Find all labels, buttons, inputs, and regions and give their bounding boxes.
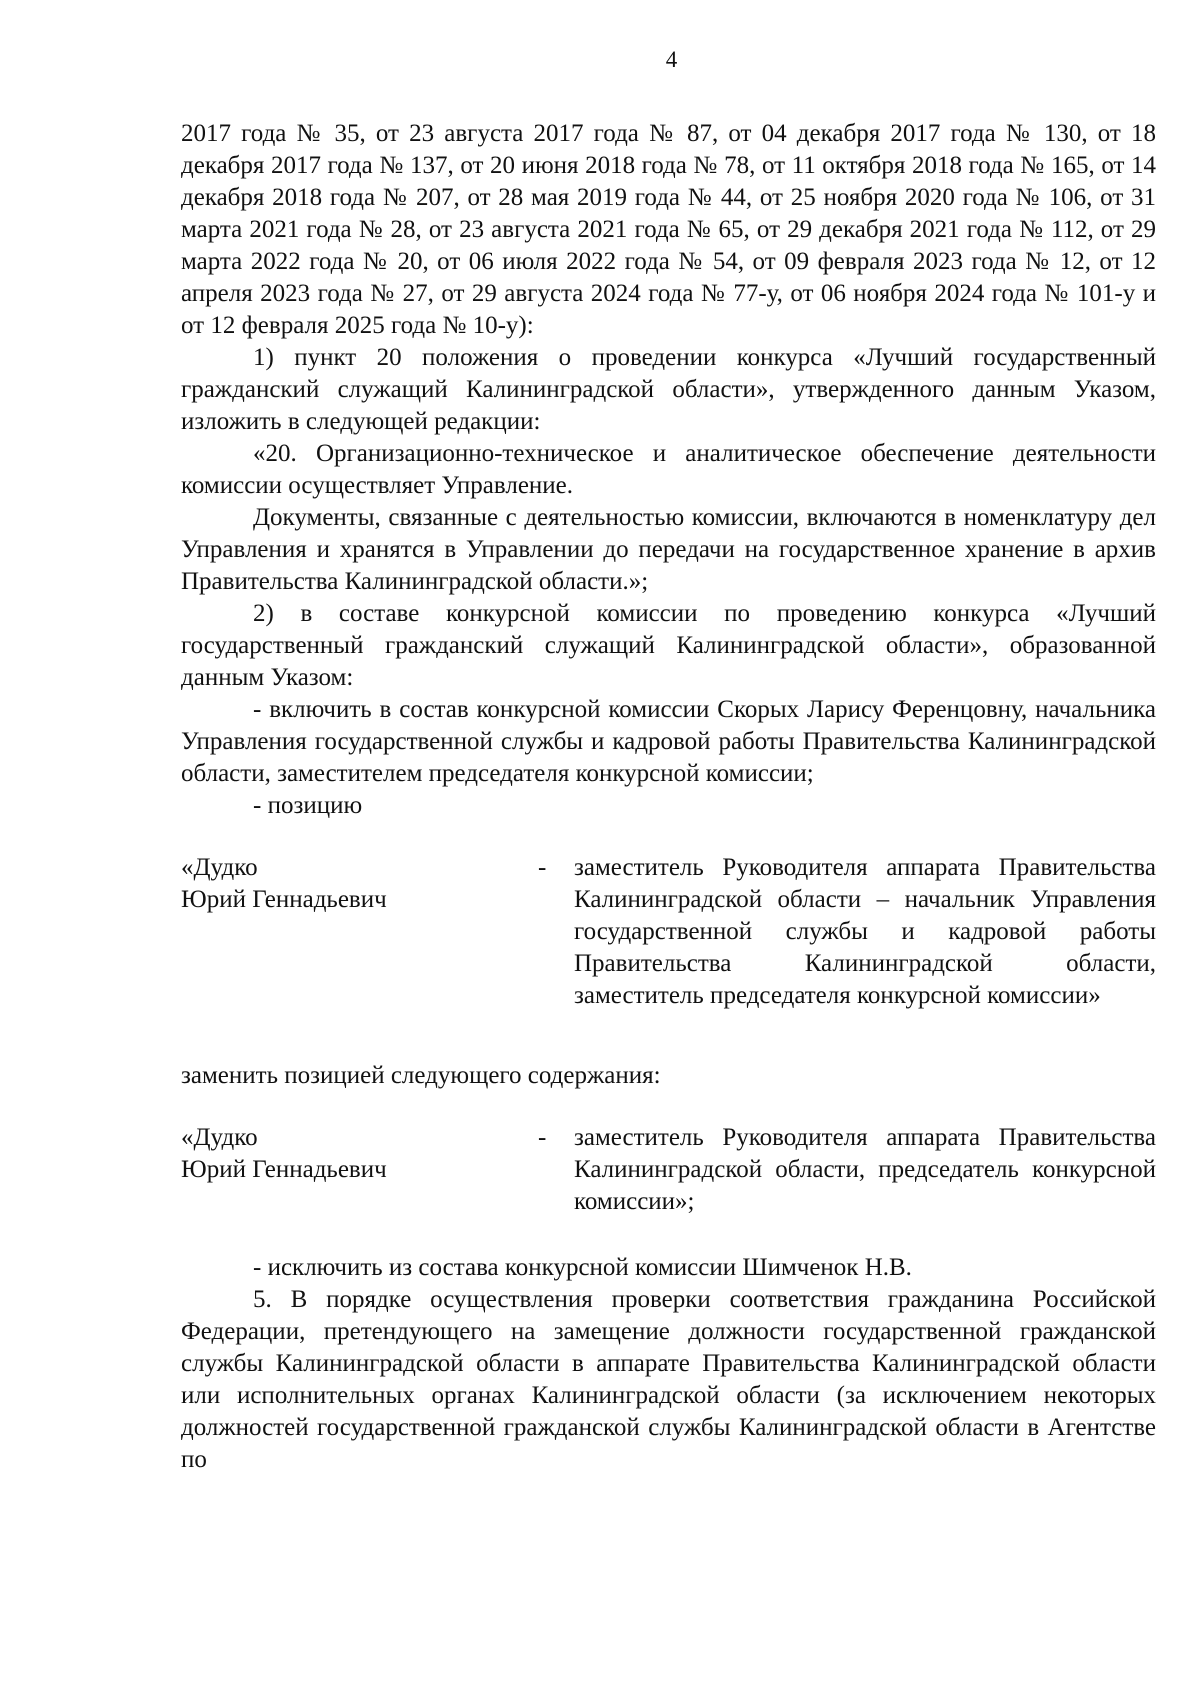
paragraph-replace-with: заменить позицией следующего содержания: xyxy=(181,1062,661,1089)
position-new-surname: «Дудко xyxy=(181,1124,258,1151)
paragraph-include-member: - включить в состав конкурсной комиссии Скорых Ларису Ференцовну, начальника Управления государственной службы и кадровой работы Правительства Калининградской области, заместителем председателя конкурсной комиссии; xyxy=(181,696,1156,787)
position-old-given-names: Юрий Геннадьевич xyxy=(181,886,387,913)
position-old xyxy=(181,852,1156,1012)
position-new-given-names: Юрий Геннадьевич xyxy=(181,1156,387,1183)
paragraph-documents: Документы, связанные с деятельностью комиссии, включаются в номенклатуру дел Управления и хранятся в Управлении до передачи на государственное хранение в архив Правительства Калининградской области.»; xyxy=(181,504,1156,595)
paragraph-item-1: 1) пункт 20 положения о проведении конкурса «Лучший государственный гражданский служащий Калининградской области», утвержденного данным Указом, изложить в следующей редакции: xyxy=(181,344,1156,435)
position-new-description: заместитель Руководителя аппарата Правительства Калининградской области, председатель конкурсной комиссии»; xyxy=(574,1124,1156,1215)
position-new-name xyxy=(181,1122,521,1186)
page-number: 4 xyxy=(665,47,678,72)
paragraph-exclude-member: - исключить из состава конкурсной комиссии Шимченок Н.В. xyxy=(253,1254,912,1281)
paragraph-item-2: 2) в составе конкурсной комиссии по проведению конкурса «Лучший государственный гражданский служащий Калининградской области», образованной данным Указом: xyxy=(181,600,1156,691)
paragraph-position-label: - позицию xyxy=(253,792,363,819)
position-new-dash: - xyxy=(538,1124,547,1151)
position-new xyxy=(181,1122,1156,1218)
position-old-dash: - xyxy=(538,854,547,881)
document-body xyxy=(181,118,1156,1476)
paragraph-clause-20: «20. Организационно-техническое и аналитическое обеспечение деятельности комиссии осуществляет Управление. xyxy=(181,440,1156,499)
position-old-description: заместитель Руководителя аппарата Правительства Калининградской области – начальник Управления государственной службы и кадровой работы Правительства Калининградской области, заместитель председателя конкурсной комиссии» xyxy=(574,854,1156,1009)
paragraph-item-5: 5. В порядке осуществления проверки соответствия гражданина Российской Федерации, претендующего на замещение должности государственной гражданской службы Калининградской области в аппарате Правительства Калининградской области или исполнительных органах Калининградской области (за исключением некоторых должностей государственной гражданской службы Калининградской области в Агентстве по xyxy=(181,1286,1156,1473)
paragraph-decree-list: 2017 года № 35, от 23 августа 2017 года № 87, от 04 декабря 2017 года № 130, от 18 декабря 2017 года № 137, от 20 июня 2018 года № 78, от 11 октября 2018 года № 165, от 14 декабря 2018 года № 207, от 28 мая 2019 года № 44, от 25 ноября 2020 года № 106, от 31 марта 2021 года № 28, от 23 августа 2021 года № 65, от 29 декабря 2021 года № 112, от 29 марта 2022 года № 20, от 06 июля 2022 года № 54, от 09 февраля 2023 года № 12, от 12 апреля 2023 года № 27, от 29 августа 2024 года № 77-у, от 06 ноября 2024 года № 101-у и от 12 февраля 2025 года № 10-у): xyxy=(181,120,1156,339)
position-old-name xyxy=(181,852,521,916)
position-old-surname: «Дудко xyxy=(181,854,258,881)
